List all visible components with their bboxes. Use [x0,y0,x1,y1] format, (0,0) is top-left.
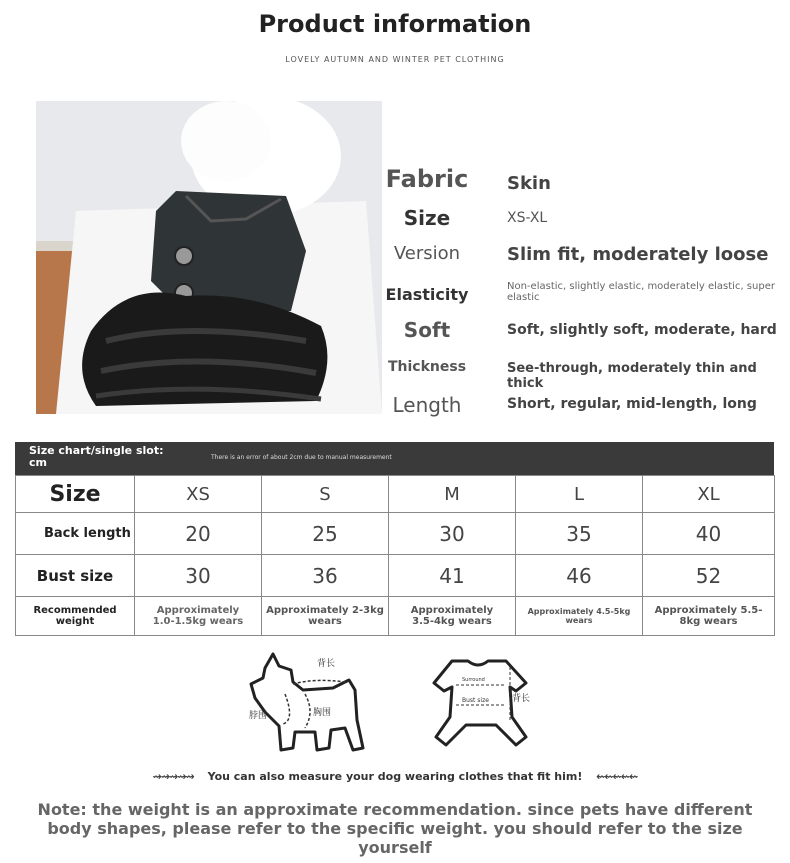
size-chart-note: There is an error of about 2cm due to manual measurement [211,454,392,461]
attr-label-elasticity: Elasticity [385,285,469,304]
size-chart-header [15,442,774,475]
shirt-surround-label: Surround [462,677,485,683]
attr-value-fabric: Skin [507,173,551,194]
table-cell: Approximately 1.0-1.5kg wears [135,597,262,636]
table-row [16,513,775,555]
table-cell: 20 [135,513,262,555]
table-row [16,597,775,636]
attr-value-thickness: See-through, moderately thin and thick [507,361,757,391]
table-cell: 30 [389,513,516,555]
table-cell: Approximately 3.5-4kg wears [389,597,516,636]
dog-back-label: 背长 [317,659,336,669]
attr-label-length: Length [392,393,462,417]
arrow-left-icon: ⇜⇜⇜⇜⇜ [596,770,638,783]
row-label-back-length: Back length [16,513,135,555]
measure-legend-text: You can also measure your dog wearing clothes that fit him! [207,770,583,783]
weight-note: Note: the weight is an approximate recommendation. since pets have different body shapes, please refer to the specific weight. you should refer to the size yourself [37,800,753,857]
table-cell: XL [643,476,775,513]
table-cell: 35 [516,513,643,555]
row-label-size: Size [16,476,135,513]
size-table [15,475,775,636]
table-row [16,476,775,513]
row-label-bust-size: Bust size [16,555,135,597]
attr-label-fabric: Fabric [385,165,469,193]
product-photo [36,101,382,414]
table-cell: M [389,476,516,513]
table-cell: 52 [643,555,775,597]
table-cell: 41 [389,555,516,597]
shirt-back-label: 背长 [512,694,531,704]
table-cell: Approximately 4.5-5kg wears [516,597,643,636]
attr-label-soft: Soft [403,318,451,342]
page-subtitle: LOVELY AUTUMN AND WINTER PET CLOTHING [285,55,505,64]
table-cell: 36 [262,555,389,597]
row-label-recommended-weight: Recommended weight [16,597,135,636]
table-row [16,555,775,597]
measure-legend [0,770,790,783]
table-cell: 30 [135,555,262,597]
page-title: Product information [258,10,532,38]
shirt-measurement-diagram [430,655,530,750]
attr-value-version: Slim fit, moderately loose [507,244,769,265]
attr-value-length: Short, regular, mid-length, long [507,396,757,412]
attr-value-soft: Soft, slightly soft, moderate, hard [507,322,777,338]
attr-value-size: XS-XL [507,210,548,226]
dog-chest-label: 胸围 [313,708,332,718]
dog-neck-label: 脖围 [249,711,268,721]
attr-value-elasticity: Non-elastic, slightly elastic, moderately elastic, super elastic [507,281,775,303]
table-cell: Approximately 5.5-8kg wears [643,597,775,636]
size-chart-title: Size chart/single slot: cm [29,444,164,469]
table-cell: S [262,476,389,513]
table-cell: 46 [516,555,643,597]
dog-measurement-diagram [245,650,370,755]
arrow-right-icon: ⇝⇝⇝⇝⇝ [152,770,194,783]
table-cell: 40 [643,513,775,555]
table-cell: XS [135,476,262,513]
table-cell: Approximately 2-3kg wears [262,597,389,636]
attr-label-thickness: Thickness [387,359,467,375]
shirt-bust-label: Bust size [462,697,489,704]
attr-label-version: Version [393,243,461,264]
attr-label-size: Size [403,206,451,230]
table-cell: L [516,476,643,513]
table-cell: 25 [262,513,389,555]
